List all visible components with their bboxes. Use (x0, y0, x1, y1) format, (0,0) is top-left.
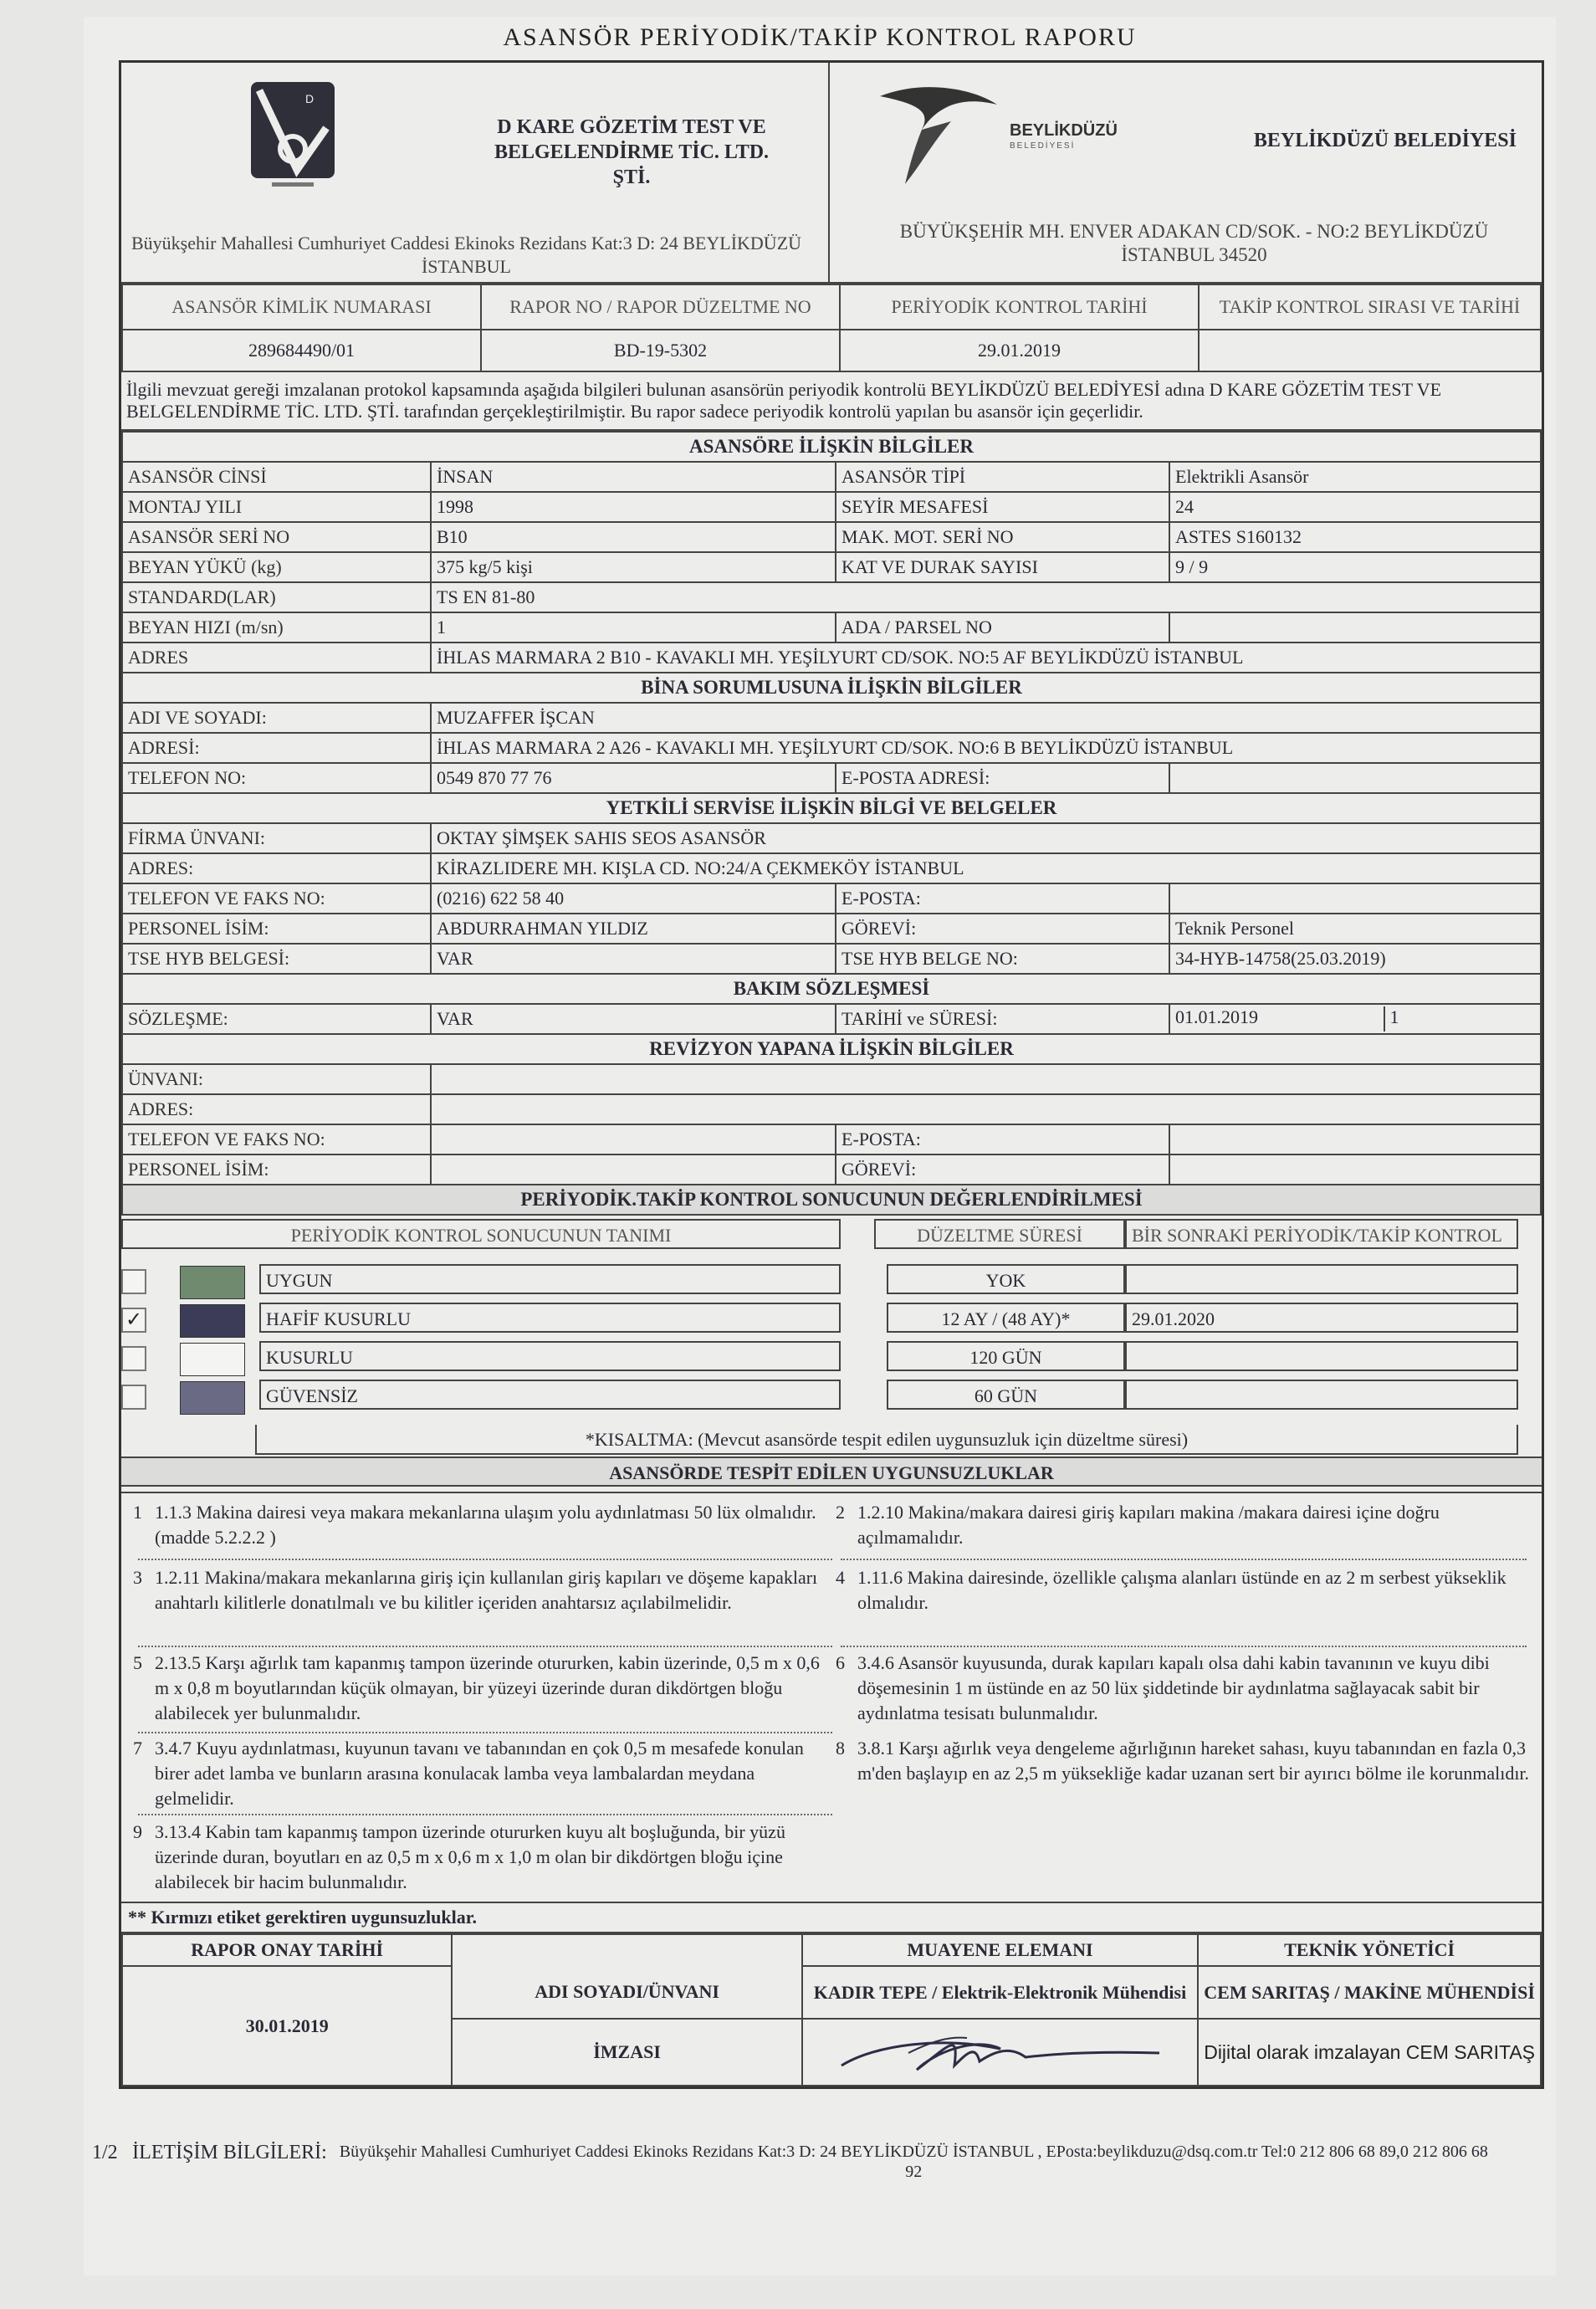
item-number: 9 (133, 1821, 142, 1842)
result-checkbox[interactable] (121, 1269, 146, 1294)
label: TSE HYB BELGESİ: (122, 944, 431, 974)
building-section-title: BİNA SORUMLUSUNA İLİŞKİN BİLGİLER (122, 673, 1541, 703)
next-control-date (1125, 1341, 1518, 1371)
correction-period: 120 GÜN (887, 1341, 1125, 1371)
company-block (121, 63, 830, 282)
company-logo-text: D (305, 92, 315, 105)
result-checkbox[interactable] (121, 1308, 146, 1333)
label: ADA / PARSEL NO (836, 612, 1169, 643)
report-frame (119, 60, 1544, 2089)
label: ADI VE SOYADI: (122, 703, 431, 733)
contract-duration: 1 (1389, 1006, 1399, 1028)
value (1169, 612, 1541, 643)
label: STANDARD(LAR) (122, 582, 431, 612)
value: 9 / 9 (1169, 552, 1541, 582)
id-table (121, 284, 1542, 372)
value: VAR (431, 944, 836, 974)
evaluation-col3: BİR SONRAKİ PERİYODİK/TAKİP KONTROL (1125, 1219, 1518, 1249)
value: ABDURRAHMAN YILDIZ (431, 914, 836, 944)
correction-period: 60 GÜN (887, 1380, 1125, 1410)
evaluation-section-title: PERİYODİK.TAKİP KONTROL SONUCUNUN DEĞERLENDİRİLMESİ (122, 1185, 1541, 1215)
value (1169, 1154, 1541, 1185)
value: (0216) 622 58 40 (431, 883, 836, 914)
item-text: 3.4.7 Kuyu aydınlatması, kuyunun tavanı ve tabanından en çok 0,5 m mesafede konulan birer adet lamba ve bunların arasına konulacak lamba veya lambalardan meydana gelmelidir. (155, 1738, 804, 1809)
id-header-2: RAPOR NO / RAPOR DÜZELTME NO (481, 284, 840, 330)
list-item (836, 1565, 1535, 1615)
control-date: 29.01.2019 (840, 330, 1199, 371)
item-number: 8 (836, 1738, 845, 1759)
label: MAK. MOT. SERİ NO (836, 522, 1169, 552)
approval-table (121, 1933, 1542, 2086)
value: 1 (431, 612, 836, 643)
evaluation-note: *KISALTMA: (Mevcut asansörde tespit edilen uygunsuzluk için düzeltme süresi) (255, 1425, 1518, 1455)
table-row (122, 492, 1541, 522)
value (1169, 1004, 1541, 1034)
label: BEYAN YÜKÜ (kg) (122, 552, 431, 582)
value: 34-HYB-14758(25.03.2019) (1169, 944, 1541, 974)
company-logo (247, 78, 339, 195)
report-no: BD-19-5302 (481, 330, 840, 371)
table-row (122, 643, 1541, 673)
table-row (122, 462, 1541, 492)
result-color-swatch (180, 1343, 245, 1376)
manager-name: CEM SARITAŞ / MAKİNE MÜHENDİSİ (1198, 1966, 1541, 2019)
value: 1998 (431, 492, 836, 522)
follow-up-date (1199, 330, 1541, 371)
value (1169, 763, 1541, 793)
elevator-id: 289684490/01 (122, 330, 481, 371)
id-header-3: PERİYODİK KONTROL TARİHİ (840, 284, 1199, 330)
table-row (122, 552, 1541, 582)
table-row (122, 582, 1541, 612)
id-header-1: ASANSÖR KİMLİK NUMARASI (122, 284, 481, 330)
municipality-name: BEYLİKDÜZÜ BELEDİYESİ (1253, 130, 1517, 151)
value (431, 1124, 836, 1154)
value: 24 (1169, 492, 1541, 522)
correction-period: YOK (887, 1264, 1125, 1294)
label: BEYAN HIZI (m/sn) (122, 612, 431, 643)
value: 375 kg/5 kişi (431, 552, 836, 582)
list-item (133, 1820, 832, 1895)
label: TARİHİ ve SÜRESİ: (836, 1004, 1169, 1034)
next-control-date: 29.01.2020 (1125, 1303, 1518, 1333)
value: ASTES S160132 (1169, 522, 1541, 552)
result-color-swatch (180, 1381, 245, 1415)
result-label: HAFİF KUSURLU (259, 1303, 841, 1333)
label: ADRES: (122, 853, 431, 883)
label: E-POSTA: (836, 1124, 1169, 1154)
item-number: 6 (836, 1652, 845, 1673)
intro-text: İlgili mevzuat gereği imzalanan protokol kapsamında aşağıda bilgileri bulunan asansörün periyodik kontrolü BEYLİKDÜZÜ BELEDİYESİ adına D KARE GÖZETİM TEST VE BELGELENDİRME TİC. LTD. ŞTİ. tarafından gerçekleştirilmiştir. Bu rapor sadece periyodik kontrolü yapılan bu asansör için geçerlidir. (121, 372, 1542, 431)
next-control-date (1125, 1264, 1518, 1294)
label: KAT VE DURAK SAYISI (836, 552, 1169, 582)
manager-label: TEKNİK YÖNETİCİ (1198, 1934, 1541, 1966)
id-header-4: TAKİP KONTROL SIRASI VE TARİHİ (1199, 284, 1541, 330)
list-item (133, 1565, 832, 1615)
municipality-block (830, 63, 1542, 282)
evaluation-col2: DÜZELTME SÜRESİ (874, 1219, 1125, 1249)
footer-text: Büyükşehir Mahallesi Cumhuriyet Caddesi Ekinoks Rezidans Kat:3 D: 24 BEYLİKDÜZÜ İSTANBUL , EPosta:beylikduzu@dsq.com.tr Tel:0 212 806 68 89,0 212 806 68 92 (339, 2143, 1488, 2181)
label: TELEFON NO: (122, 763, 431, 793)
item-text: 1.11.6 Makina dairesinde, özellikle çalışma alanları üstünde en az 2 m serbest yükseklik olmalıdır. (857, 1567, 1506, 1613)
approval-date: 30.01.2019 (122, 1966, 452, 2086)
label: TELEFON VE FAKS NO: (122, 883, 431, 914)
divider (841, 1646, 1527, 1647)
item-number: 3 (133, 1567, 142, 1588)
label: GÖREVİ: (836, 1154, 1169, 1185)
company-address: Büyükşehir Mahallesi Cumhuriyet Caddesi Ekinoks Rezidans Kat:3 D: 24 BEYLİKDÜZÜ İSTANBUL (130, 233, 802, 277)
inspector-label: MUAYENE ELEMANI (802, 1934, 1198, 1966)
list-item (133, 1651, 832, 1726)
elevator-section-title: ASANSÖRE İLİŞKİN BİLGİLER (122, 432, 1541, 462)
table-row (122, 883, 1541, 914)
maintenance-section-title: BAKIM SÖZLEŞMESİ (122, 974, 1541, 1004)
nonconformities-list (121, 1493, 1542, 1903)
label: ADRESİ: (122, 733, 431, 763)
result-checkbox[interactable] (121, 1346, 146, 1371)
label: TELEFON VE FAKS NO: (122, 1124, 431, 1154)
divider (138, 1646, 832, 1647)
label: E-POSTA ADRESİ: (836, 763, 1169, 793)
service-section-title: YETKİLİ SERVİSE İLİŞKİN BİLGİ VE BELGELER (122, 793, 1541, 823)
signature-scribble (808, 2020, 1176, 2080)
label: MONTAJ YILI (122, 492, 431, 522)
name-title-label: ADI SOYADI/ÜNVANI (452, 1966, 801, 2019)
value: Elektrikli Asansör (1169, 462, 1541, 492)
result-label: GÜVENSİZ (259, 1380, 841, 1410)
divider (138, 1732, 832, 1733)
value: OKTAY ŞİMŞEK SAHIS SEOS ASANSÖR (431, 823, 1541, 853)
footer-label: İLETİŞİM BİLGİLERİ: (132, 2142, 327, 2163)
result-label: KUSURLU (259, 1341, 841, 1371)
divider (138, 1814, 832, 1815)
item-number: 5 (133, 1652, 142, 1673)
table-row (122, 1154, 1541, 1185)
value: İHLAS MARMARA 2 A26 - KAVAKLI MH. YEŞİLYURT CD/SOK. NO:6 B BEYLİKDÜZÜ İSTANBUL (431, 733, 1541, 763)
municipality-logo-text: BEYLİKDÜZÜ (1010, 121, 1118, 140)
table-row (122, 733, 1541, 763)
table-row (122, 914, 1541, 944)
label: ASANSÖR CİNSİ (122, 462, 431, 492)
label: GÖREVİ: (836, 914, 1169, 944)
company-name: D KARE GÖZETİM TEST VE BELGELENDİRME TİC. LTD. ŞTİ. (494, 116, 770, 188)
table-row (122, 522, 1541, 552)
value: İNSAN (431, 462, 836, 492)
label: ADRES: (122, 1094, 431, 1124)
label: TSE HYB BELGE NO: (836, 944, 1169, 974)
evaluation-col1: PERİYODİK KONTROL SONUCUNUN TANIMI (121, 1219, 841, 1249)
contract-date: 01.01.2019 (1175, 1006, 1258, 1028)
result-color-swatch (180, 1266, 245, 1299)
label: PERSONEL İSİM: (122, 914, 431, 944)
municipality-address: BÜYÜKŞEHİR MH. ENVER ADAKAN CD/SOK. - NO:2 BEYLİKDÜZÜ İSTANBUL 34520 (899, 221, 1489, 265)
divider (841, 1559, 1527, 1560)
value (431, 1094, 1541, 1124)
municipality-logo-sub: BELEDİYESİ (1010, 141, 1076, 151)
item-text: 3.4.6 Asansör kuyusunda, durak kapıları kapalı olsa dahi kabin tavanının ve kuyu dibi döşemesinin 1 m üstünde en az 50 lüx şiddetinde bir aydınlatma sağlayacak sabit bir aydınlatma tesisatı bulunmalıdır. (857, 1652, 1490, 1723)
approval-date-label: RAPOR ONAY TARİHİ (122, 1934, 452, 1966)
label: E-POSTA: (836, 883, 1169, 914)
list-item (836, 1736, 1535, 1786)
value: İHLAS MARMARA 2 B10 - KAVAKLI MH. YEŞİLYURT CD/SOK. NO:5 AF BEYLİKDÜZÜ İSTANBUL (431, 643, 1541, 673)
item-number: 2 (836, 1502, 845, 1523)
label: FİRMA ÜNVANI: (122, 823, 431, 853)
item-number: 7 (133, 1738, 142, 1759)
next-control-date (1125, 1380, 1518, 1410)
report-header (121, 63, 1542, 284)
result-color-swatch (180, 1304, 245, 1338)
item-number: 4 (836, 1567, 845, 1588)
report-page (84, 17, 1556, 2276)
inspector-signature (802, 2019, 1198, 2086)
list-item (836, 1651, 1535, 1726)
digital-signature: Dijital olarak imzalayan CEM SARITAŞ (1198, 2019, 1541, 2086)
table-row (122, 1094, 1541, 1124)
item-number: 1 (133, 1502, 142, 1523)
item-text: 3.8.1 Karşı ağırlık veya dengeleme ağırlığının hareket sahası, kuyu tabanından en fazla 0,3 m'den başlayıp en az 2,5 m yüksekliğe kadar uzanan sert bir ayırıcı bölme ile korunmalıdır. (857, 1738, 1530, 1784)
result-label: UYGUN (259, 1264, 841, 1294)
table-row (122, 612, 1541, 643)
table-row (122, 1004, 1541, 1034)
report-title: ASANSÖR PERİYODİK/TAKİP KONTROL RAPORU (503, 23, 1137, 51)
value: Teknik Personel (1169, 914, 1541, 944)
list-item (133, 1736, 832, 1811)
value: KİRAZLIDERE MH. KIŞLA CD. NO:24/A ÇEKMEKÖY İSTANBUL (431, 853, 1541, 883)
table-row (122, 853, 1541, 883)
table-row (122, 763, 1541, 793)
value (1169, 883, 1541, 914)
footer (92, 2142, 1556, 2182)
evaluation-block (121, 1216, 1542, 1493)
label: SEYİR MESAFESİ (836, 492, 1169, 522)
value: B10 (431, 522, 836, 552)
value: VAR (431, 1004, 836, 1034)
item-text: 2.13.5 Karşı ağırlık tam kapanmış tampon üzerinde otururken, kabin üzerinde, 0,5 m x 0,6 m x 0,8 m boyutlarından küçük olmayan, bir yüzeyi üzerinde duran dikdörtgen bloğu alabilecek yer bulunmalıdır. (155, 1652, 820, 1723)
item-text: 1.2.11 Makina/makara mekanlarına giriş için kullanılan giriş kapıları ve döşeme kapakları anahtarlı kilitlerle donatılmalı ve bu kilitler içeriden anahtarsız açılabilmelidir. (155, 1567, 818, 1613)
footnote: ** Kırmızı etiket gerektiren uygunsuzluklar. (121, 1903, 1542, 1933)
value: MUZAFFER İŞCAN (431, 703, 1541, 733)
correction-period: 12 AY / (48 AY)* (887, 1303, 1125, 1333)
label: ASANSÖR SERİ NO (122, 522, 431, 552)
label: ASANSÖR TİPİ (836, 462, 1169, 492)
item-text: 3.13.4 Kabin tam kapanmış tampon üzerinde otururken kuyu alt boşluğunda, bir yüzü üzerinde duran, boyutları en az 0,5 m x 0,6 m x 1,0 m olan bir dikdörtgen bloğu içine alabilecek bir hacim bulunmalıdır. (155, 1821, 785, 1892)
revision-section-title: REVİZYON YAPANA İLİŞKİN BİLGİLER (122, 1034, 1541, 1064)
table-row (122, 703, 1541, 733)
table-row (122, 944, 1541, 974)
value: 0549 870 77 76 (431, 763, 836, 793)
inspector-name: KADIR TEPE / Elektrik-Elektronik Mühendisi (802, 1966, 1198, 2019)
check-mark-icon: ✓ (125, 1309, 143, 1331)
elevator-info-table (121, 431, 1542, 1216)
municipality-logo-swoosh (872, 79, 1005, 188)
label: ADRES (122, 643, 431, 673)
label: SÖZLEŞME: (122, 1004, 431, 1034)
label: ÜNVANI: (122, 1064, 431, 1094)
divider (138, 1559, 832, 1560)
list-item (836, 1500, 1535, 1550)
value (1169, 1124, 1541, 1154)
table-row (122, 823, 1541, 853)
nonconformities-title: ASANSÖRDE TESPİT EDİLEN UYGUNSUZLUKLAR (121, 1457, 1542, 1487)
label: PERSONEL İSİM: (122, 1154, 431, 1185)
table-row (122, 1124, 1541, 1154)
result-checkbox[interactable] (121, 1385, 146, 1410)
value (431, 1064, 1541, 1094)
page-number: 1/2 (92, 2142, 118, 2163)
value (431, 1154, 836, 1185)
item-text: 1.1.3 Makina dairesi veya makara mekanlarına ulaşım yolu aydınlatması 50 lüx olmalıdır. (madde 5.2.2.2 ) (155, 1502, 816, 1548)
list-item (133, 1500, 832, 1550)
value: TS EN 81-80 (431, 582, 1541, 612)
signature-label: İMZASI (452, 2019, 801, 2086)
table-row (122, 1064, 1541, 1094)
item-text: 1.2.10 Makina/makara dairesi giriş kapıları makina /makara dairesi içine doğru açılmamalıdır. (857, 1502, 1440, 1548)
